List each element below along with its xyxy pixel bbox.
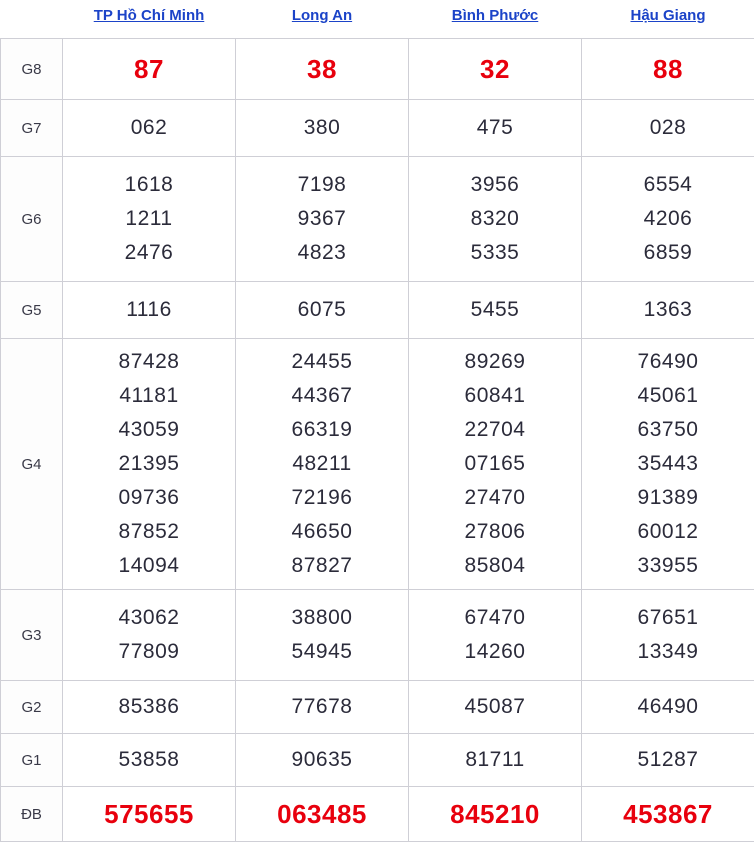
prize-number: 2476 [63,236,235,270]
prize-label: G8 [1,39,63,100]
prize-number: 45061 [582,379,754,413]
prize-label: G6 [1,157,63,282]
prize-numbers-cell [236,282,409,339]
table-row [1,734,754,787]
prize-number: 062 [63,111,235,145]
prize-number: 380 [236,111,408,145]
prize-number: 3956 [409,168,581,202]
prize-number: 60012 [582,515,754,549]
prize-number: 43062 [63,601,235,635]
prize-number: 475 [409,111,581,145]
prize-numbers-cell [409,681,582,734]
prize-number: 45087 [409,690,581,724]
prize-number: 66319 [236,413,408,447]
prize-number: 76490 [582,345,754,379]
prize-number: 21395 [63,447,235,481]
prize-numbers-cell [236,339,409,590]
prize-number: 87852 [63,515,235,549]
header-row [1,0,754,39]
prize-number: 90635 [236,743,408,777]
prize-label: ĐB [1,787,63,842]
prize-number: 77678 [236,690,408,724]
prize-numbers-cell [63,39,236,100]
prize-label: G1 [1,734,63,787]
prize-number: 46490 [582,690,754,724]
prize-number: 44367 [236,379,408,413]
table-row [1,100,754,157]
prize-number: 22704 [409,413,581,447]
prize-number: 07165 [409,447,581,481]
prize-label: G7 [1,100,63,157]
prize-numbers-cell [409,787,582,842]
prize-numbers-cell [236,39,409,100]
prize-number: 5335 [409,236,581,270]
prize-number: 5455 [409,293,581,327]
prize-numbers-cell [63,681,236,734]
prize-number: 4206 [582,202,754,236]
prize-number: 1363 [582,293,754,327]
prize-numbers-cell [236,157,409,282]
table-row [1,39,754,100]
table-row [1,339,754,590]
prize-number: 85386 [63,690,235,724]
prize-number: 41181 [63,379,235,413]
table-header [1,0,754,39]
header-corner [1,0,63,39]
prize-numbers-cell [63,787,236,842]
prize-number: 53858 [63,743,235,777]
province-header-1[interactable]: TP Hồ Chí Minh [63,0,236,39]
prize-numbers-cell [582,787,754,842]
prize-number: 54945 [236,635,408,669]
prize-numbers-cell [63,282,236,339]
prize-number: 77809 [63,635,235,669]
prize-numbers-cell [236,681,409,734]
prize-number: 1116 [63,293,235,327]
table-row [1,590,754,681]
prize-number: 7198 [236,168,408,202]
prize-number: 13349 [582,635,754,669]
prize-numbers-cell [409,39,582,100]
prize-number: 85804 [409,549,581,583]
prize-number: 1211 [63,202,235,236]
table-row [1,681,754,734]
prize-label: G5 [1,282,63,339]
prize-numbers-cell [409,590,582,681]
prize-label: G4 [1,339,63,590]
prize-number: 4823 [236,236,408,270]
prize-number: 67470 [409,601,581,635]
prize-number: 91389 [582,481,754,515]
prize-number: 60841 [409,379,581,413]
prize-number: 67651 [582,601,754,635]
prize-number: 14260 [409,635,581,669]
prize-numbers-cell [409,157,582,282]
prize-numbers-cell [409,339,582,590]
prize-number: 33955 [582,549,754,583]
prize-number: 32 [409,48,581,90]
province-header-3[interactable]: Bình Phước [409,0,582,39]
prize-number: 43059 [63,413,235,447]
prize-numbers-cell [582,590,754,681]
prize-number: 46650 [236,515,408,549]
prize-numbers-cell [582,157,754,282]
table-row [1,787,754,842]
prize-number: 63750 [582,413,754,447]
prize-number: 24455 [236,345,408,379]
prize-number: 35443 [582,447,754,481]
prize-numbers-cell [582,339,754,590]
prize-numbers-cell [63,734,236,787]
prize-numbers-cell [582,282,754,339]
prize-number: 87 [63,48,235,90]
prize-number: 09736 [63,481,235,515]
prize-number: 89269 [409,345,581,379]
prize-label: G2 [1,681,63,734]
prize-number: 87827 [236,549,408,583]
table-row [1,282,754,339]
prize-number: 88 [582,48,754,90]
table-body [1,39,754,842]
prize-number: 063485 [236,793,408,835]
prize-numbers-cell [409,282,582,339]
prize-number: 9367 [236,202,408,236]
prize-number: 48211 [236,447,408,481]
prize-number: 8320 [409,202,581,236]
prize-numbers-cell [582,39,754,100]
prize-numbers-cell [63,157,236,282]
province-header-2[interactable]: Long An [236,0,409,39]
prize-number: 81711 [409,743,581,777]
prize-number: 72196 [236,481,408,515]
prize-number: 38800 [236,601,408,635]
prize-number: 6554 [582,168,754,202]
prize-numbers-cell [409,734,582,787]
prize-numbers-cell [409,100,582,157]
prize-numbers-cell [582,681,754,734]
prize-number: 453867 [582,793,754,835]
prize-numbers-cell [582,100,754,157]
province-header-4[interactable]: Hậu Giang [582,0,754,39]
prize-number: 51287 [582,743,754,777]
prize-number: 6075 [236,293,408,327]
prize-number: 028 [582,111,754,145]
prize-number: 27806 [409,515,581,549]
prize-number: 575655 [63,793,235,835]
prize-number: 87428 [63,345,235,379]
prize-label: G3 [1,590,63,681]
prize-numbers-cell [63,339,236,590]
prize-number: 1618 [63,168,235,202]
prize-number: 14094 [63,549,235,583]
prize-number: 845210 [409,793,581,835]
prize-numbers-cell [582,734,754,787]
prize-numbers-cell [236,787,409,842]
prize-numbers-cell [63,590,236,681]
prize-number: 38 [236,48,408,90]
prize-numbers-cell [63,100,236,157]
table-row [1,157,754,282]
prize-number: 6859 [582,236,754,270]
prize-numbers-cell [236,734,409,787]
prize-number: 27470 [409,481,581,515]
prize-numbers-cell [236,590,409,681]
prize-numbers-cell [236,100,409,157]
